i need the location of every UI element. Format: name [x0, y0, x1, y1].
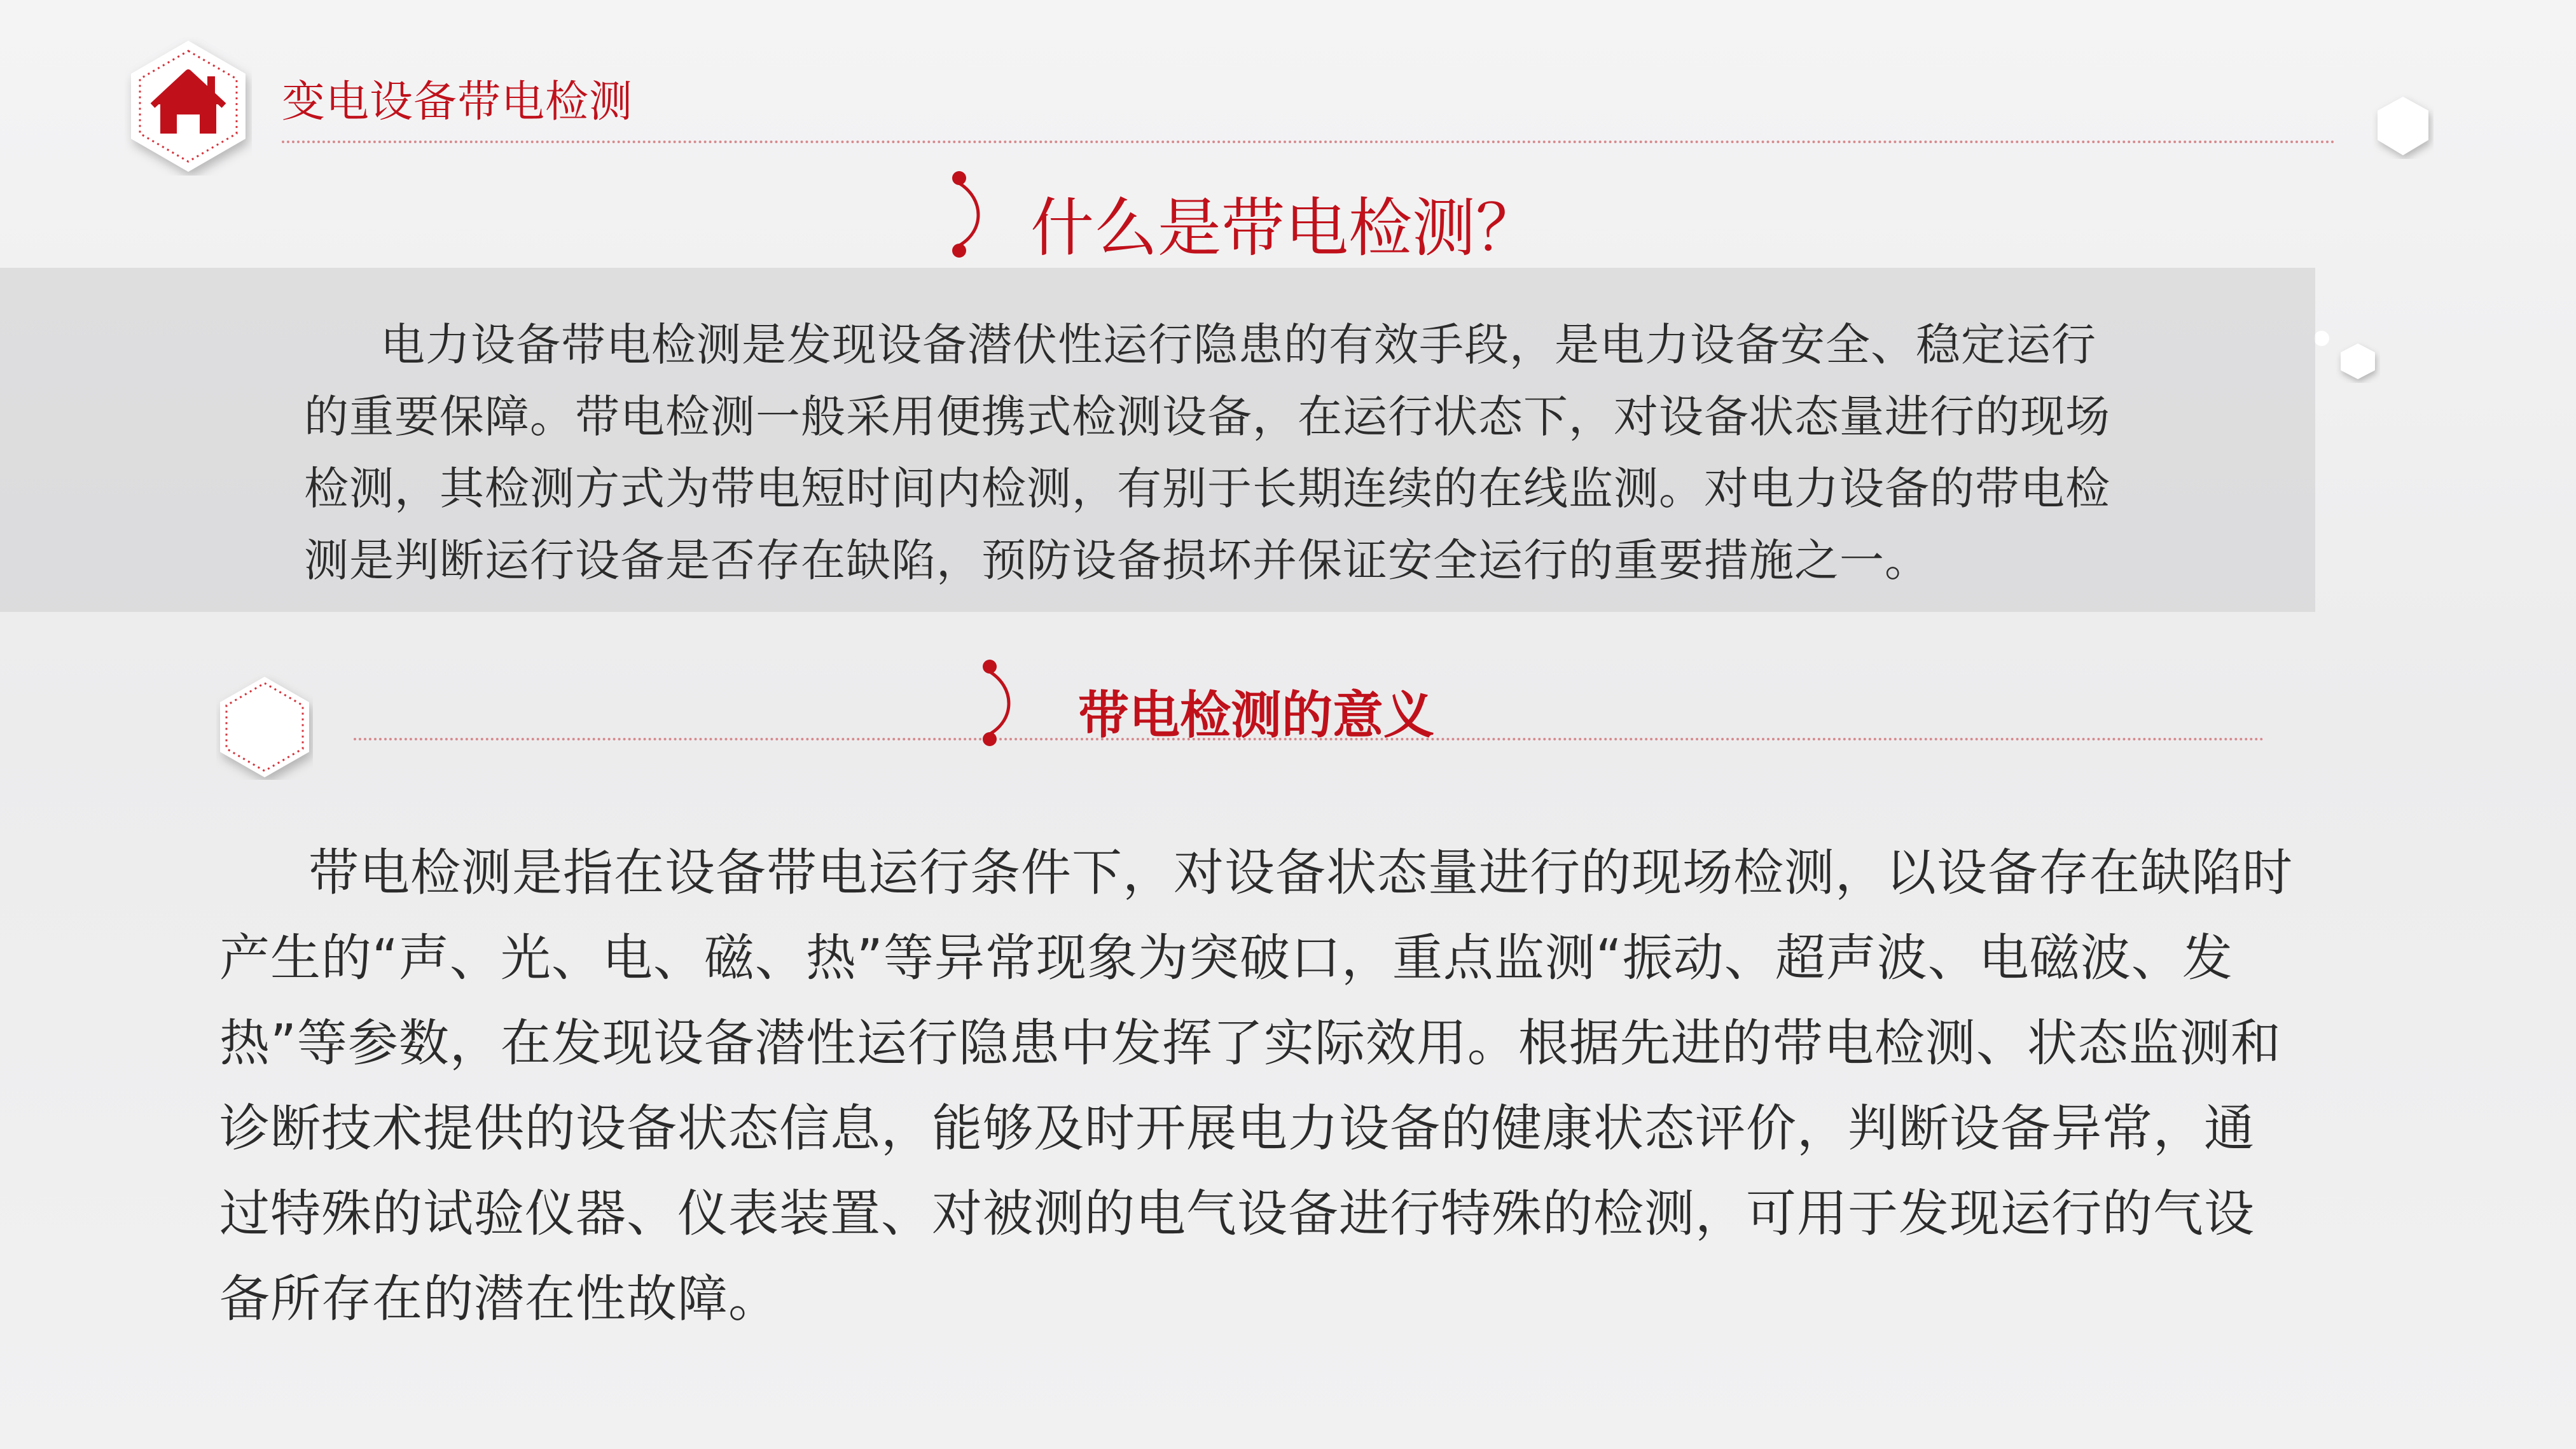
paragraph-text: 电力设备带电检测是发现设备潜伏性运行隐患的有效手段，是电力设备安全、稳定运行的重要保障。带电检测一般采用便携式检测设备，在运行状态下，对设备状态量进行的现场检测，其检测方式为带电短时间内检测，有别于长期连续的在线监测。对电力设备的带电检测是判断运行设备是否存在缺陷，预防设备损坏并保证安全运行的重要措施之一。 [304, 319, 2110, 586]
hexagon-icon [2336, 338, 2380, 383]
bracket-icon [948, 170, 986, 258]
subsection-title: 带电检测的意义 [1078, 686, 1434, 745]
definition-paragraph [304, 309, 2110, 597]
hexagon-icon [216, 673, 313, 780]
header-title: 变电设备带电检测 [282, 77, 634, 127]
hexagon-icon [2372, 93, 2434, 159]
bracket-icon [978, 659, 1016, 747]
home-icon [125, 37, 252, 176]
paragraph-text: 带电检测是指在设备带电运行条件下，对设备状态量进行的现场检测，以设备存在缺陷时产生的“声、光、电、磁、热”等异常现象为突破口，重点监测“振动、超声波、电磁波、发热”等参数，在发现设备潜性运行隐患中发挥了实际效用。根据先进的带电检测、状态监测和诊断技术提供的设备状态信息，能够及时开展电力设备的健康状态评价，判断设备异常，通过特殊的试验仪器、仪表装置、对被测的电气设备进行特殊的检测，可用于发现运行的气设备所存在的潜在性故障。 [219, 843, 2293, 1328]
section-title: 什么是带电检测？ [1030, 191, 1539, 265]
significance-paragraph [219, 830, 2302, 1342]
header-divider [282, 141, 2336, 143]
